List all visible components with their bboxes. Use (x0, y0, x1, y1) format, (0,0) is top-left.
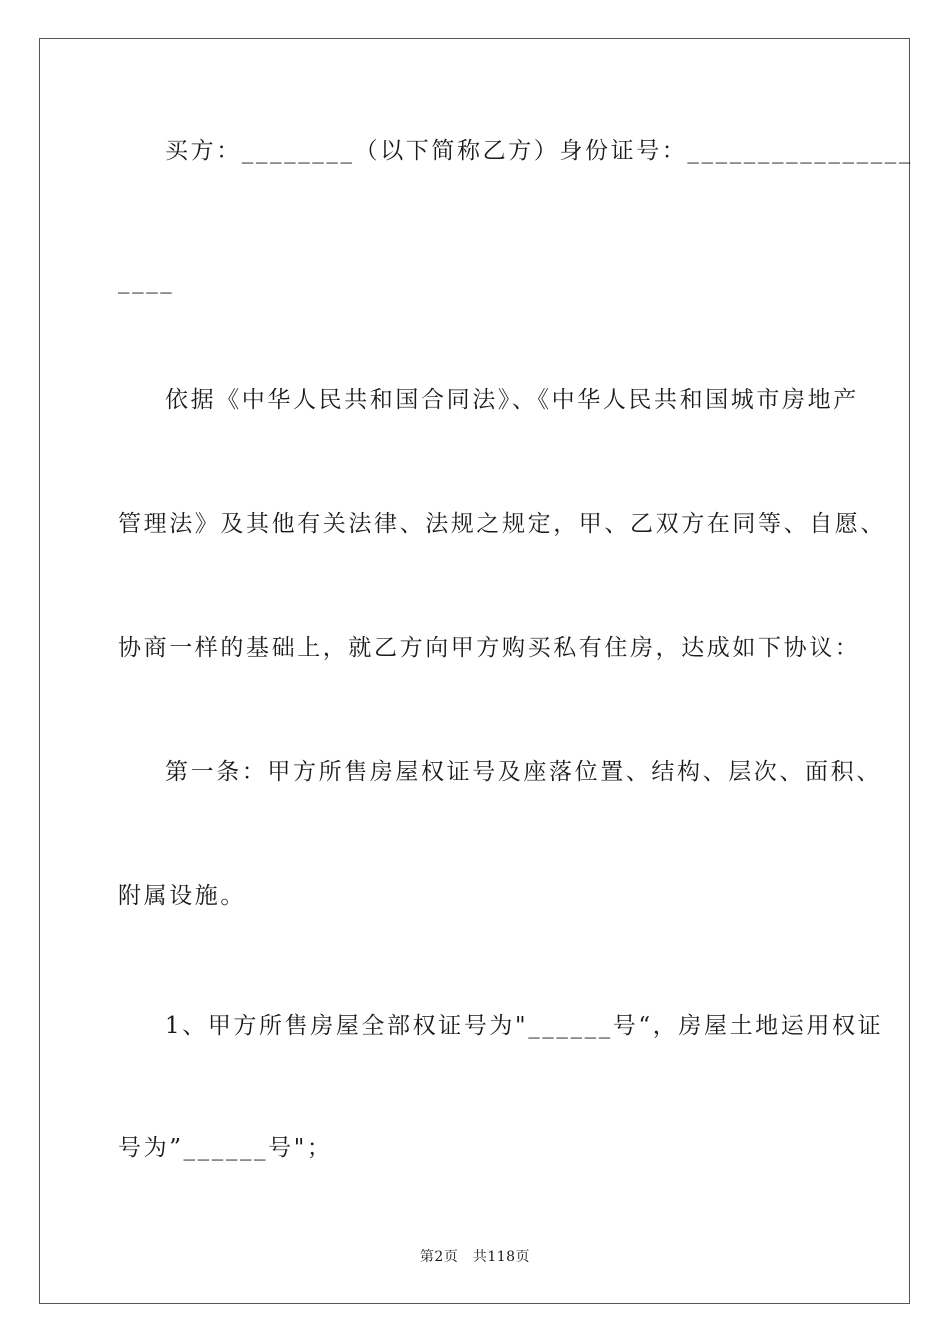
page-number-footer: 第2页 共118页 (419, 1249, 531, 1265)
buyer-line: 买方：________（以下简称乙方）身份证号：________________ (165, 138, 913, 164)
id-number-continuation: ____ (118, 268, 175, 294)
clause-1-line-2: 号为”______号"； (118, 1135, 333, 1161)
legal-basis-line-2: 管理法》及其他有关法律、法规之规定，甲、乙双方在同等、自愿、 (118, 511, 886, 537)
legal-basis-line-1: 依据《中华人民共和国合同法》、《中华人民共和国城市房地产 (165, 387, 859, 413)
legal-basis-line-3: 协商一样的基础上，就乙方向甲方购买私有住房，达成如下协议： (118, 635, 861, 661)
clause-1-line-1: 1、甲方所售房屋全部权证号为"______号“，房屋土地运用权证 (165, 1013, 884, 1039)
article-1-line-2: 附属设施。 (118, 883, 246, 909)
page-border (39, 38, 910, 1304)
article-1-line-1: 第一条：甲方所售房屋权证号及座落位置、结构、层次、面积、 (165, 759, 882, 785)
